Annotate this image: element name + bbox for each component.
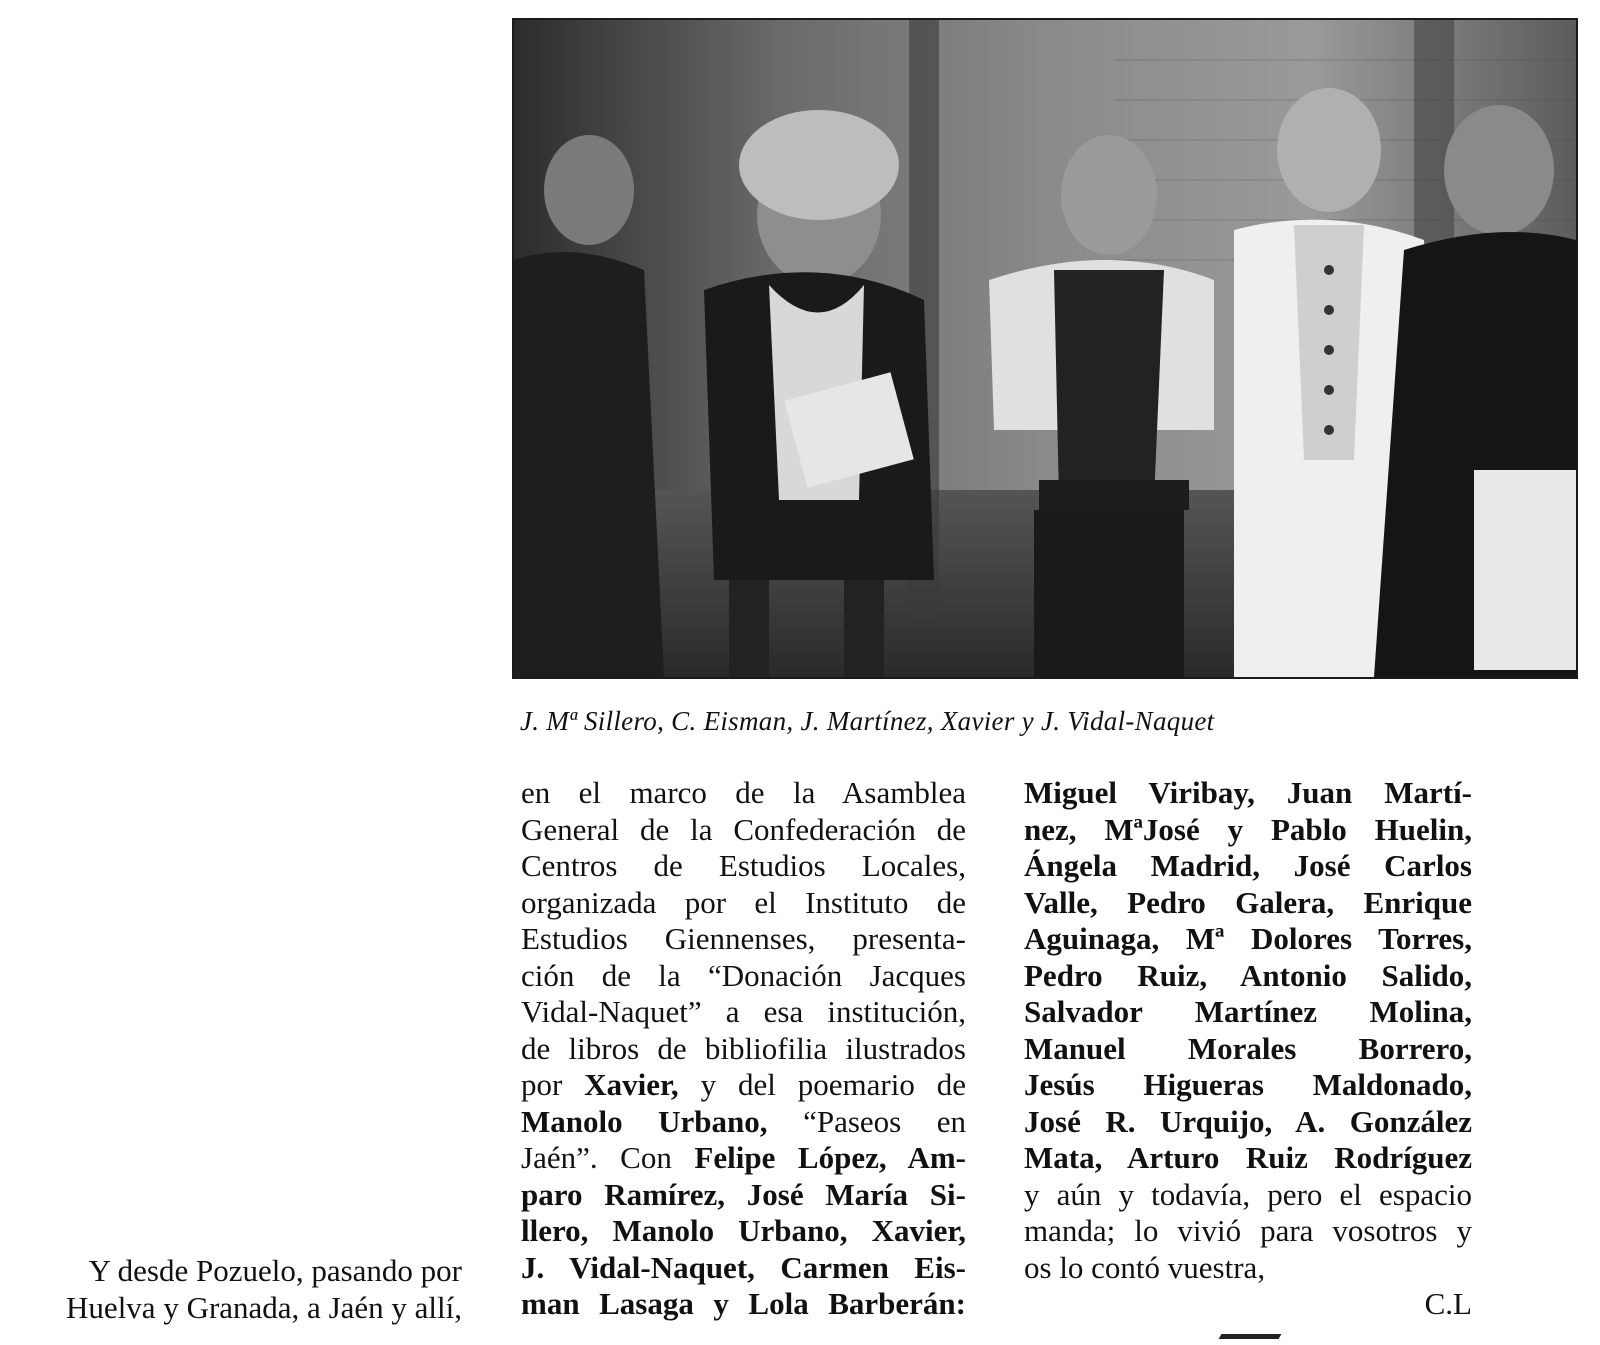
- text-run: Mata, Arturo Ruiz Rodríguez: [1024, 1140, 1472, 1175]
- text-run: nez, MªJosé y Pablo Huelin,: [1024, 811, 1472, 847]
- text-line: [1024, 885, 1472, 922]
- text-run: Huelva y Granada, a Jaén y allí,: [66, 1289, 462, 1325]
- text-run: Felipe López, Am-: [694, 1140, 966, 1175]
- text-run: por: [521, 1067, 585, 1102]
- text-line: [521, 775, 966, 812]
- text-line: [1024, 848, 1472, 885]
- text-run: de libros de bibliofilia ilustrados: [521, 1030, 966, 1066]
- text-run: Y desde Pozuelo, pasando por: [88, 1253, 462, 1288]
- text-run: ción de la “Donación Jacques: [521, 957, 966, 993]
- text-line: [521, 994, 966, 1031]
- print-mark: [1219, 1334, 1282, 1339]
- text-line: [1024, 1250, 1472, 1287]
- text-run: Manuel Morales Borrero,: [1024, 1030, 1472, 1066]
- text-line: [521, 1031, 966, 1068]
- text-run: y del poemario de: [678, 1067, 966, 1102]
- text-line: [521, 958, 966, 995]
- text-line: [521, 1140, 966, 1177]
- text-run: Ángela Madrid, José Carlos: [1024, 848, 1472, 883]
- text-line: [1024, 1104, 1472, 1141]
- text-line: [521, 848, 966, 885]
- text-line: [521, 812, 966, 849]
- text-line: [1024, 1067, 1472, 1104]
- group-photo: [512, 18, 1578, 679]
- text-run: Estudios Giennenses, presenta-: [521, 921, 966, 956]
- text-line: [1024, 1213, 1472, 1250]
- text-line: [1024, 921, 1472, 958]
- text-line: [521, 1213, 966, 1250]
- text-column-1: [6, 1253, 462, 1326]
- text-run: paro Ramírez, José María Si-: [521, 1176, 966, 1212]
- text-line: [6, 1290, 462, 1327]
- text-run: Xavier,: [584, 1067, 679, 1102]
- text-run: Jesús Higueras Maldonado,: [1024, 1067, 1472, 1102]
- text-run: Jaén”. Con: [521, 1140, 695, 1175]
- text-line: [1024, 958, 1472, 995]
- text-run: Valle, Pedro Galera, Enrique: [1024, 884, 1472, 920]
- text-run: Pedro Ruiz, Antonio Salido,: [1024, 957, 1472, 993]
- photo-caption: J. Mª Sillero, C. Eisman, J. Martínez, Xavier y J. Vidal-Naquet: [520, 706, 1215, 736]
- text-run: llero, Manolo Urbano, Xavier,: [521, 1213, 966, 1248]
- text-line: [1024, 994, 1472, 1031]
- text-column-3: [1024, 775, 1472, 1323]
- group-photo-image: [514, 20, 1576, 677]
- text-run: y aún y todavía, pero el espacio: [1024, 1176, 1472, 1212]
- text-line: [1024, 812, 1472, 849]
- text-line: [521, 921, 966, 958]
- text-run: Salvador Martínez Molina,: [1024, 994, 1472, 1029]
- text-line: [1024, 1177, 1472, 1214]
- text-run: Miguel Viribay, Juan Martí-: [1024, 775, 1472, 810]
- text-run: Aguinaga, Mª Dolores Torres,: [1024, 921, 1472, 956]
- text-run: man Lasaga y Lola Barberán:: [521, 1286, 966, 1321]
- text-line: [521, 1067, 966, 1104]
- text-run: “Paseos en: [767, 1103, 966, 1139]
- text-line: [521, 885, 966, 922]
- text-column-2: [521, 775, 966, 1323]
- text-line: [521, 1177, 966, 1214]
- text-run: os lo contó vuestra,: [1024, 1249, 1266, 1285]
- text-line: [521, 1104, 966, 1141]
- text-line: [1024, 1140, 1472, 1177]
- text-run: manda; lo vivió para vosotros y: [1024, 1213, 1472, 1248]
- text-run: Vidal-Naquet” a esa institución,: [521, 994, 966, 1029]
- text-line: [1024, 775, 1472, 812]
- text-line: [1024, 1031, 1472, 1068]
- text-run: Centros de Estudios Locales,: [521, 848, 966, 883]
- text-line: [6, 1253, 462, 1290]
- text-run: organizada por el Instituto de: [521, 884, 966, 920]
- text-run: en el marco de la Asamblea: [521, 775, 966, 810]
- text-line: [521, 1286, 966, 1323]
- text-run: J. Vidal-Naquet, Carmen Eis-: [521, 1249, 966, 1285]
- text-run: Manolo Urbano,: [521, 1103, 768, 1139]
- text-run: General de la Confederación de: [521, 811, 966, 847]
- signature: C.L: [1424, 1286, 1472, 1321]
- text-line: [521, 1250, 966, 1287]
- text-run: José R. Urquijo, A. González: [1024, 1103, 1472, 1139]
